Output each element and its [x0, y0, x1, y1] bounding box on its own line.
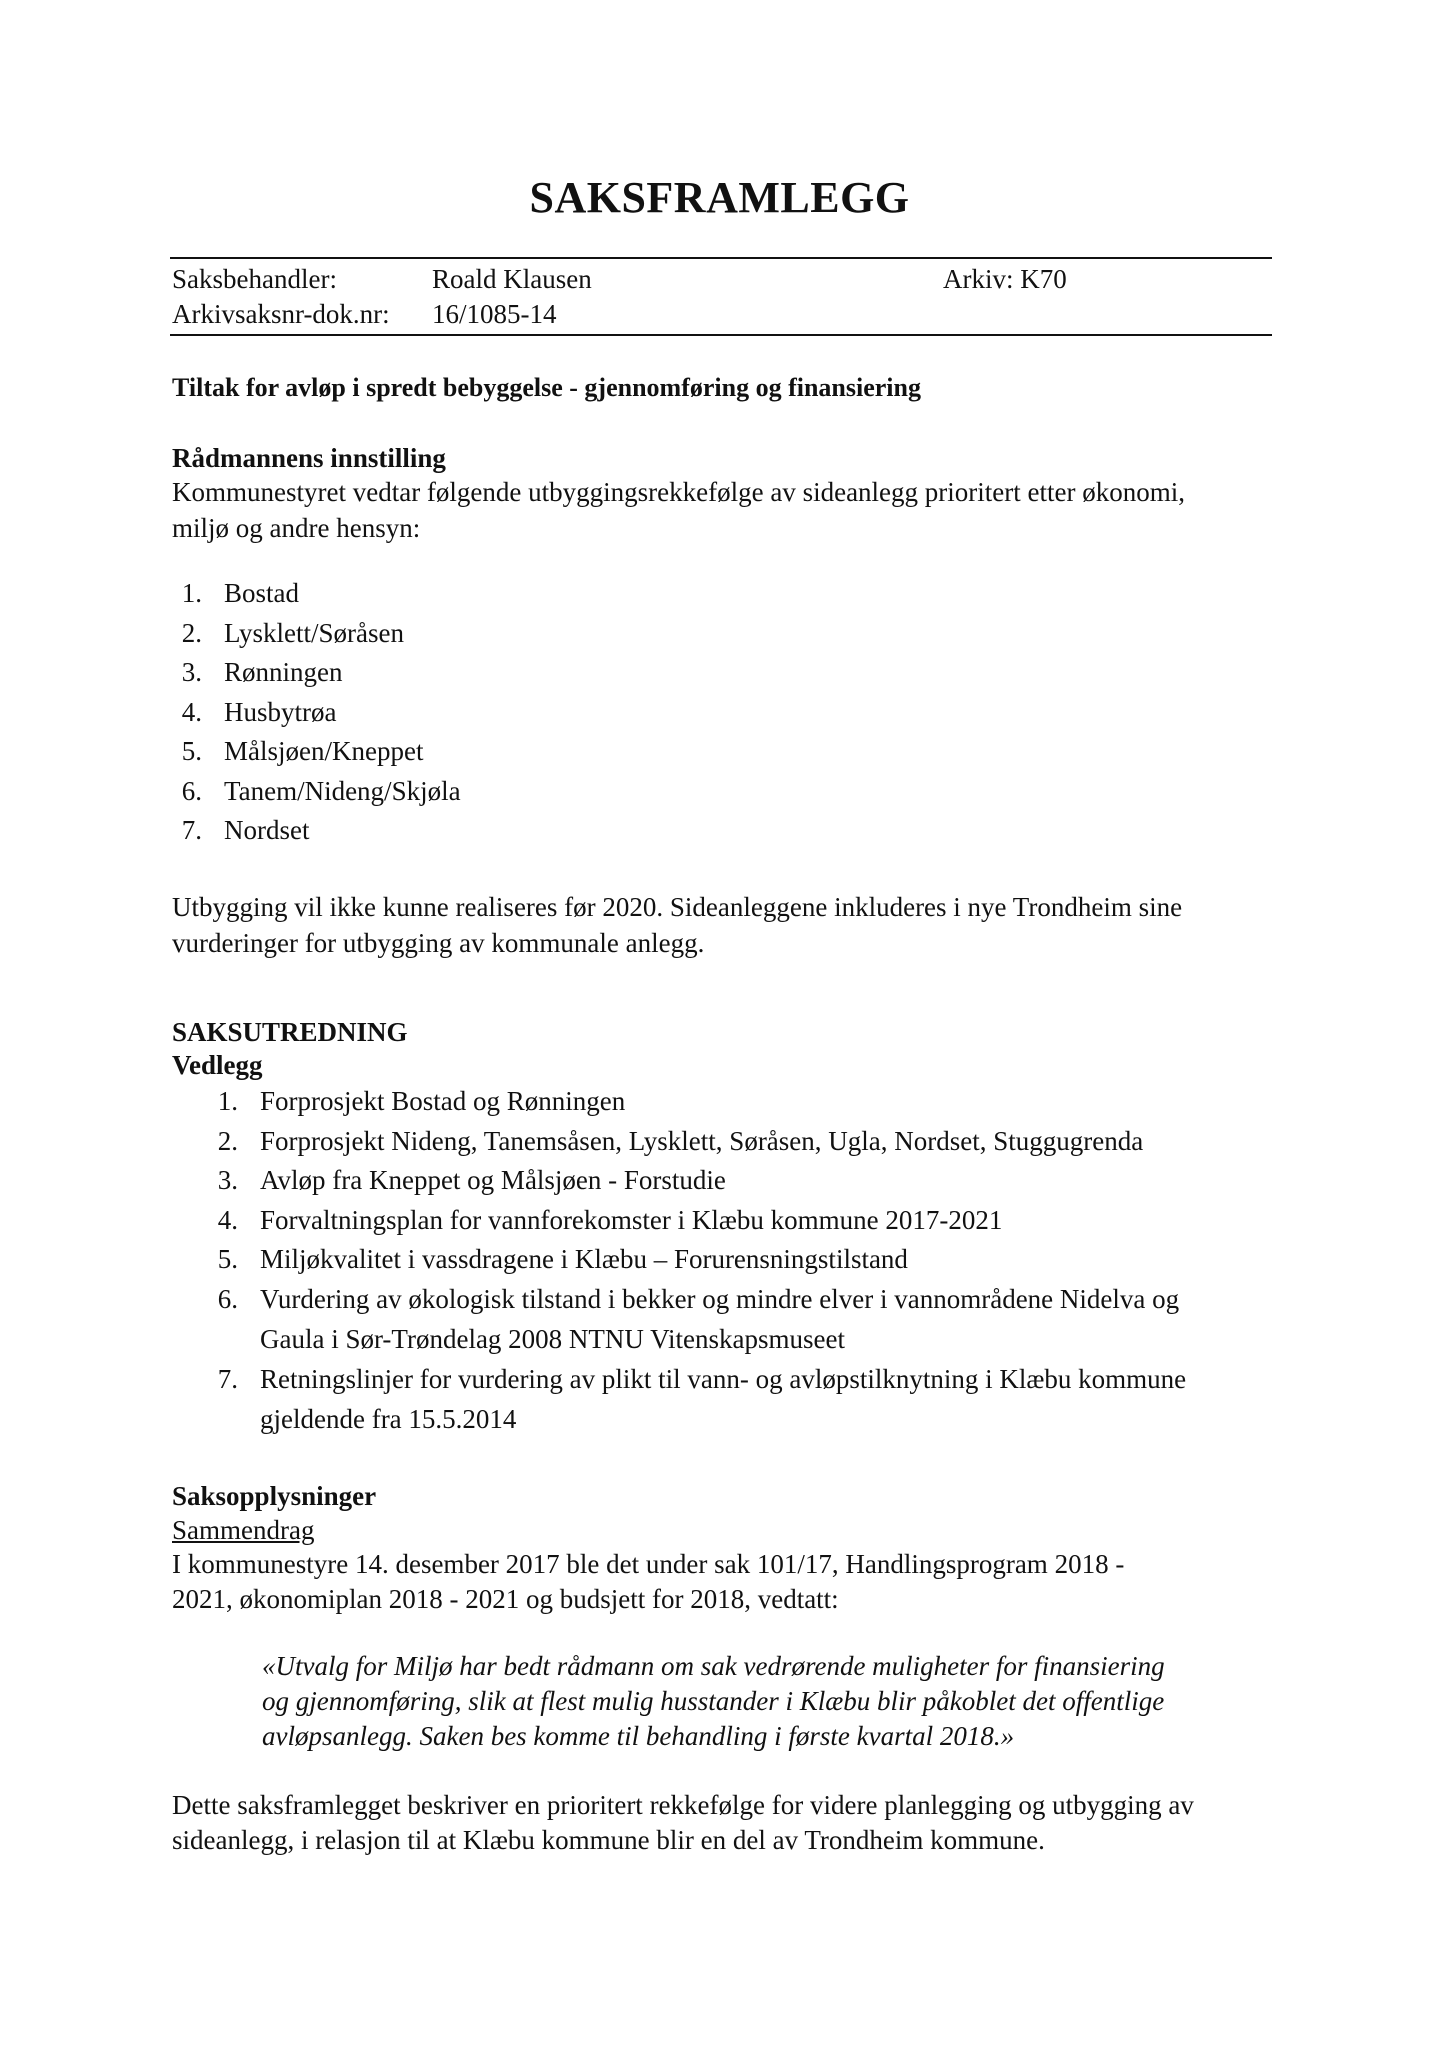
- attachment-item: [172, 1165, 1272, 1205]
- attachment-number: 2.: [217, 1125, 238, 1156]
- quote-line3: avløpsanlegg. Saken bes komme til behandling i første kvartal 2018.»: [262, 1721, 1015, 1751]
- attachment-number: 3.: [217, 1165, 238, 1195]
- attachment-text: Forvaltningsplan for vannforekomster i Klæbu kommune 2017-2021: [260, 1204, 1003, 1235]
- attachment-text-continued: gjeldende fra 15.5.2014: [260, 1403, 517, 1434]
- vedlegg-heading: Vedlegg: [172, 1050, 263, 1080]
- priority-list-text: Lysklett/Søråsen: [224, 617, 404, 648]
- attachment-item: [172, 1086, 1272, 1126]
- attachment-item: [172, 1284, 1272, 1364]
- priority-list: [172, 578, 772, 855]
- header-rule-bottom: [170, 334, 1272, 336]
- attachment-item: [172, 1126, 1272, 1166]
- innstilling-closing-line1: Utbygging vil ikke kunne realiseres før 2020. Sideanleggene inkluderes i nye Trondheim sine: [172, 892, 1183, 922]
- attachment-text: Avløp fra Kneppet og Målsjøen - Forstudie: [260, 1165, 726, 1195]
- saksutredning-heading: SAKSUTREDNING: [172, 1017, 408, 1047]
- innstilling-heading: Rådmannens innstilling: [172, 443, 446, 473]
- priority-list-item: [172, 618, 772, 658]
- attachment-number: 4.: [217, 1204, 238, 1235]
- quote-line2: og gjennomføring, slik at flest mulig husstander i Klæbu blir påkoblet det offentlige: [262, 1686, 1165, 1716]
- innstilling-closing-line2: vurderinger for utbygging av kommunale anlegg.: [172, 928, 705, 958]
- saksbehandler-label: Saksbehandler:: [172, 264, 337, 294]
- attachment-number: 7.: [217, 1363, 238, 1394]
- attachment-item: [172, 1244, 1272, 1284]
- priority-list-item: [172, 697, 772, 737]
- priority-list-text: Nordset: [224, 815, 310, 845]
- innstilling-intro-line2: miljø og andre hensyn:: [172, 513, 421, 543]
- saksbehandler-value: Roald Klausen: [432, 264, 592, 294]
- priority-list-item: [172, 736, 772, 776]
- attachment-item: [172, 1205, 1272, 1245]
- saksopplysninger-p1-line2: 2021, økonomiplan 2018 - 2021 og budsjett for 2018, vedtatt:: [172, 1584, 839, 1614]
- priority-list-number: 4.: [181, 696, 202, 727]
- priority-list-text: Husbytrøa: [224, 696, 337, 727]
- attachment-text: Miljøkvalitet i vassdragene i Klæbu – Forurensningstilstand: [260, 1244, 908, 1274]
- priority-list-number: 1.: [181, 578, 202, 608]
- attachments-list: [172, 1086, 1272, 1444]
- attachment-text: Forprosjekt Nideng, Tanemsåsen, Lysklett, Søråsen, Ugla, Nordset, Stuggugrenda: [260, 1125, 1144, 1156]
- priority-list-text: Rønningen: [224, 657, 343, 687]
- attachment-item: [172, 1364, 1272, 1444]
- sammendrag-subheading: Sammendrag: [172, 1515, 315, 1545]
- attachment-number: 1.: [217, 1086, 238, 1116]
- attachment-text: Forprosjekt Bostad og Rønningen: [260, 1086, 626, 1116]
- priority-list-number: 3.: [181, 657, 202, 687]
- saksopplysninger-heading: Saksopplysninger: [172, 1481, 377, 1511]
- attachment-text: Vurdering av økologisk tilstand i bekker og mindre elver i vannområdene Nidelva og: [260, 1283, 1180, 1314]
- priority-list-text: Bostad: [224, 578, 300, 608]
- case-subject: Tiltak for avløp i spredt bebyggelse - gjennomføring og finansiering: [172, 373, 921, 402]
- innstilling-intro-line1: Kommunestyret vedtar følgende utbyggingsrekkefølge av sideanlegg prioritert etter økonomi,: [172, 477, 1185, 507]
- priority-list-number: 2.: [181, 617, 202, 648]
- attachment-text-continued: Gaula i Sør-Trøndelag 2008 NTNU Vitenskapsmuseet: [260, 1323, 846, 1354]
- priority-list-number: 7.: [181, 815, 202, 845]
- priority-list-number: 5.: [181, 736, 202, 766]
- arkivsaksnr-value: 16/1085-14: [432, 299, 557, 329]
- saksopplysninger-p2-line1: Dette saksframlegget beskriver en prioritert rekkefølge for videre planlegging og utbygging av: [172, 1790, 1194, 1820]
- saksopplysninger-p2-line2: sideanlegg, i relasjon til at Klæbu kommune blir en del av Trondheim kommune.: [172, 1825, 1045, 1855]
- attachment-number: 5.: [217, 1244, 238, 1274]
- priority-list-item: [172, 815, 772, 855]
- quote-line1: «Utvalg for Miljø har bedt rådmann om sak vedrørende muligheter for finansiering: [262, 1651, 1165, 1681]
- priority-list-number: 6.: [181, 775, 202, 806]
- saksopplysninger-p1-line1: I kommunestyre 14. desember 2017 ble det under sak 101/17, Handlingsprogram 2018 -: [172, 1549, 1125, 1579]
- attachment-number: 6.: [217, 1283, 238, 1314]
- priority-list-text: Målsjøen/Kneppet: [224, 736, 424, 766]
- arkivsaksnr-label: Arkivsaksnr-dok.nr:: [172, 299, 390, 329]
- document-title: SAKSFRAMLEGG: [529, 173, 910, 222]
- priority-list-text: Tanem/Nideng/Skjøla: [224, 775, 461, 806]
- priority-list-item: [172, 657, 772, 697]
- attachment-text: Retningslinjer for vurdering av plikt til vann- og avløpstilknytning i Klæbu kommune: [260, 1363, 1187, 1394]
- arkiv-code: Arkiv: K70: [943, 264, 1067, 294]
- priority-list-item: [172, 776, 772, 816]
- header-rule-top: [170, 257, 1272, 259]
- priority-list-item: [172, 578, 772, 618]
